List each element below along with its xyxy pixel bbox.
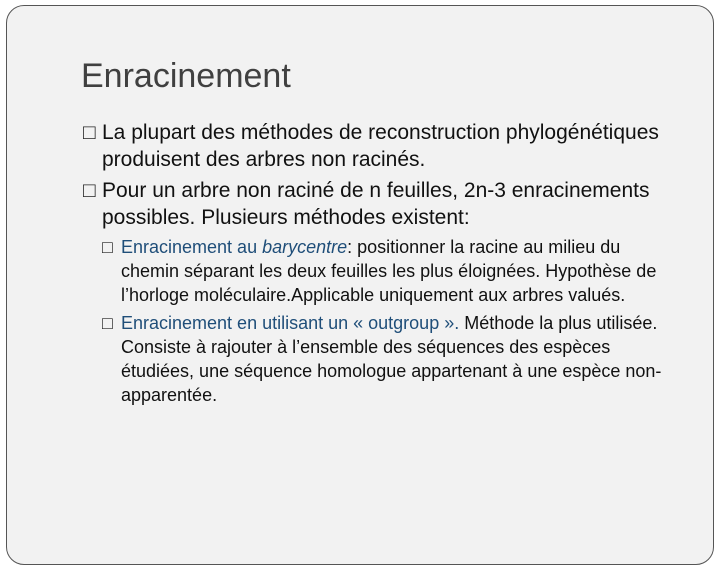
sub-bullet-text: Méthode la plus utilisée. Consiste à rajouter à l’ensemble des séquences des espèces étudiées, une séquence homologue appartenant à une espèce non-apparentée. [121,313,662,405]
bullet-marker-icon: □ [83,121,96,144]
bullet-marker-icon: □ [102,313,113,333]
sub-bullet-item [102,311,683,407]
sub-bullet-lead: Enracinement au [121,237,263,257]
slide-title: Enracinement [81,57,291,95]
bullet-item [83,177,683,231]
bullet-item [83,119,683,173]
sub-bullet-item [102,235,683,307]
sub-bullet-lead: Enracinement en utilisant un « outgroup ». [121,313,460,333]
sub-bullet-text: : positionner la racine au milieu du chemin séparant les deux feuilles les plus éloignées. Hypothèse de l’horloge moléculaire.Applicable uniquement aux arbres valués. [121,237,657,305]
bullet-text: La plupart des méthodes de reconstruction phylogénétiques produisent des arbres non racinés. [102,121,659,171]
sub-bullet-emphasis: barycentre [262,237,348,257]
bullet-marker-icon: □ [83,179,96,202]
bullet-text: Pour un arbre non raciné de n feuilles, 2n-3 enracinements possibles. Plusieurs méthodes existent: [102,179,650,229]
bullet-list [83,119,683,411]
bullet-marker-icon: □ [102,237,113,257]
